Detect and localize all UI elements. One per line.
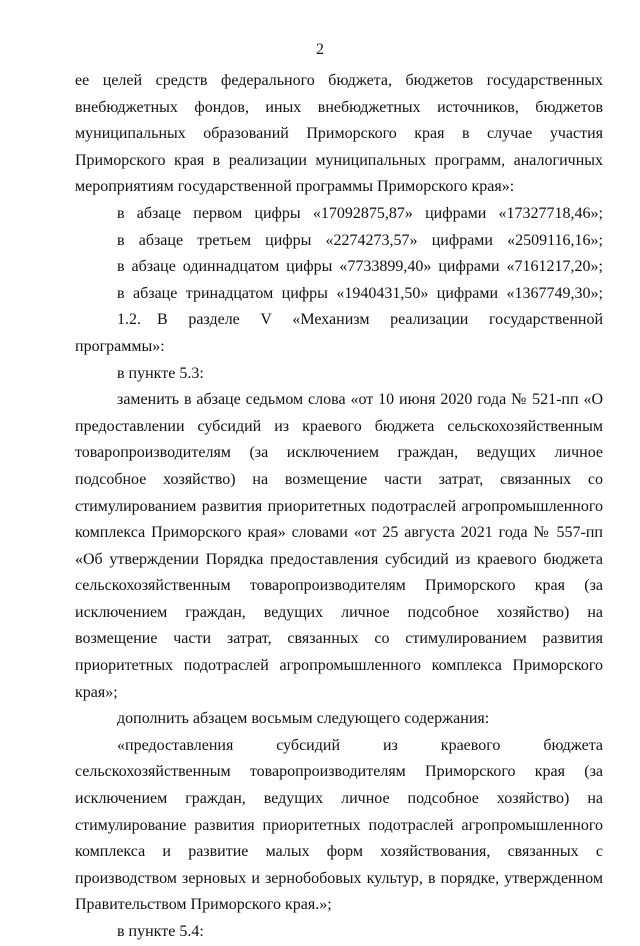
paragraph-point-5-3: в пункте 5.3:	[117, 364, 204, 382]
document-body	[75, 68, 603, 946]
paragraph-quoted-text: «предоставления субсидий из краевого бюджета сельскохозяйственным товаропроизводителям Приморского края (за исключением граждан, ведущих личное подсобное хозяйство) на стимулирование развития приоритетных подотраслей агропромышленного комплекса и развитие малых форм хозяйствования, связанных с производством зерновых и зернобобовых культур, в порядке, утвержденном Правительством Приморского края.»;	[75, 736, 603, 914]
paragraph-intro-continuation: ее целей средств федерального бюджета, бюджетов государственных внебюджетных фондов, иных внебюджетных источников, бюджетов муниципальных образований Приморского края в случае участия Приморского края в реализации муниципальных программ, аналогичных мероприятиям государственной программы Приморского края»:	[75, 72, 603, 196]
paragraph-abzac-first: в абзаце первом цифры «17092875,87» цифрами «17327718,46»;	[117, 204, 603, 222]
paragraph-abzac-third: в абзаце третьем цифры «2274273,57» цифрами «2509116,16»;	[117, 231, 603, 249]
paragraph-replace-words: заменить в абзаце седьмом слова «от 10 июня 2020 года № 521-пп «О предоставлении субсидий из краевого бюджета сельскохозяйственным товаропроизводителям (за исключением граждан, ведущих личное подсобное хозяйство) на возмещение части затрат, связанных со стимулированием развития приоритетных подотраслей агропромышленного комплекса Приморского края» словами «от 25 августа 2021 года № 557-пп «Об утверждении Порядка предоставления субсидий из краевого бюджета сельскохозяйственным товаропроизводителям Приморского края (за исключением граждан, ведущих личное подсобное хозяйство) на возмещение части затрат, связанных со стимулированием развития приоритетных подотраслей агропромышленного комплекса Приморского края»;	[75, 391, 603, 701]
page-number: 2	[316, 41, 324, 58]
paragraph-section-1-2: 1.2. В разделе V «Механизм реализации государственной программы»:	[75, 311, 603, 355]
paragraph-add-eighth: дополнить абзацем восьмым следующего содержания:	[117, 710, 490, 728]
paragraph-point-5-4: в пункте 5.4:	[117, 923, 204, 940]
paragraph-abzac-eleventh: в абзаце одиннадцатом цифры «7733899,40» цифрами «7161217,20»;	[117, 258, 603, 276]
paragraph-abzac-thirteenth: в абзаце тринадцатом цифры «1940431,50» цифрами «1367749,30»;	[117, 284, 603, 302]
